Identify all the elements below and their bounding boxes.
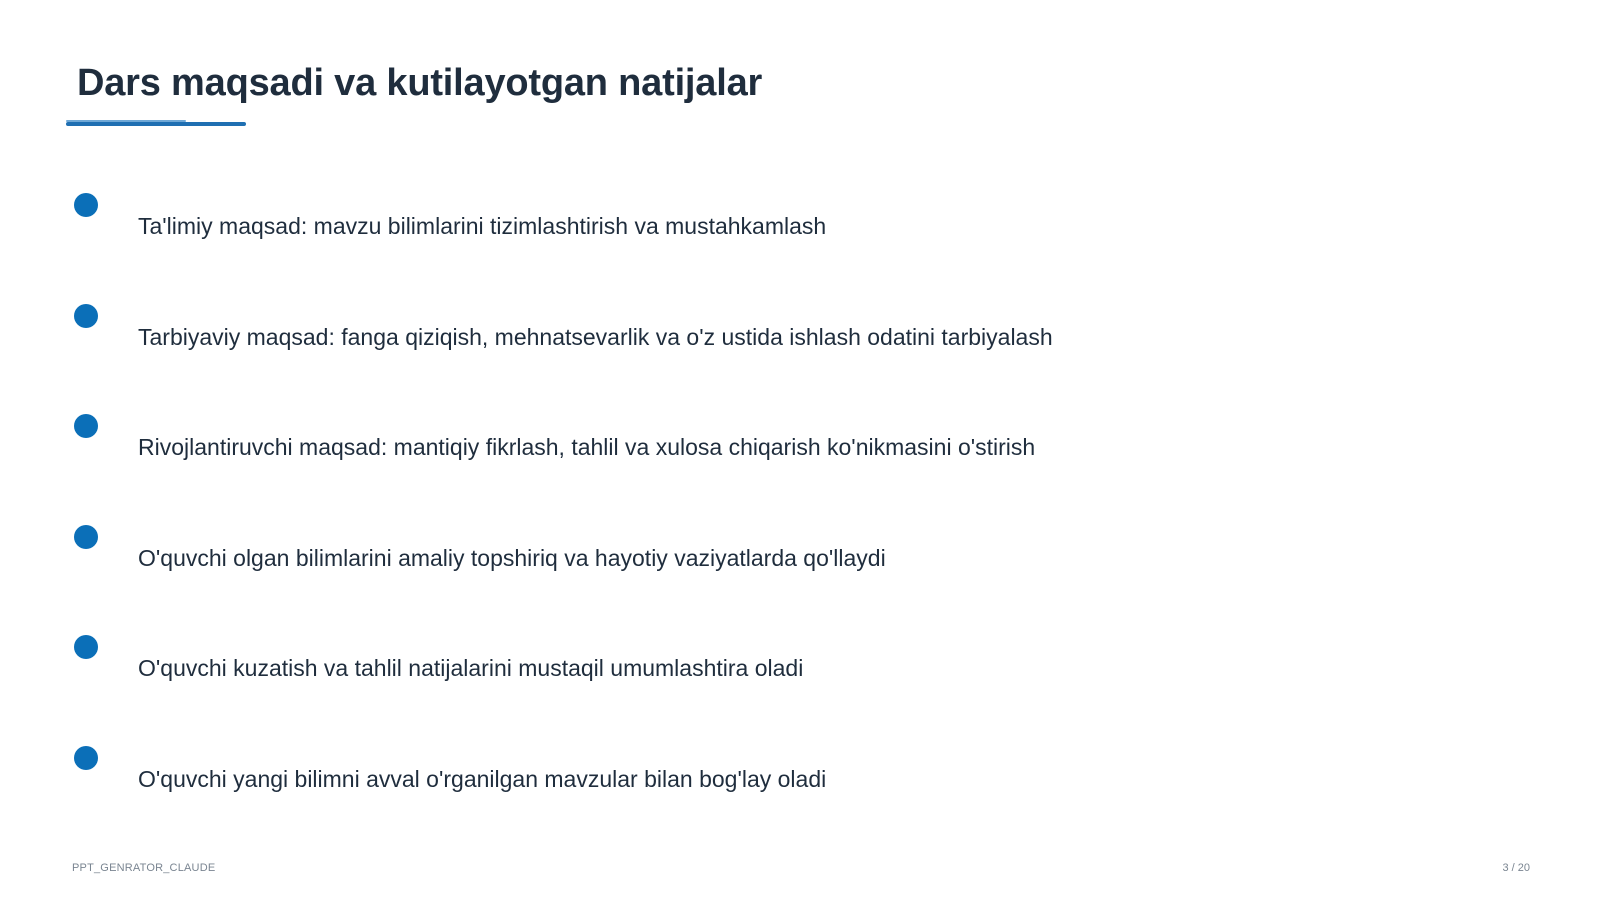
bullet-text: Ta'limiy maqsad: mavzu bilimlarini tizimlashtirish va mustahkamlash — [138, 213, 827, 239]
bullet-text: Tarbiyaviy maqsad: fanga qiziqish, mehnatsevarlik va o'z ustida ishlash odatini tarbiyalash — [138, 324, 1053, 350]
bullet-dot-icon — [74, 746, 98, 770]
slide-title: Dars maqsadi va kutilayotgan natijalar — [77, 62, 763, 104]
bullet-item — [0, 746, 1600, 806]
footer-source-label: PPT_GENRATOR_CLAUDE — [72, 862, 216, 874]
bullet-item — [0, 304, 1600, 364]
bullet-item — [0, 525, 1600, 585]
bullet-text: O'quvchi yangi bilimni avval o'rganilgan mavzular bilan bog'lay oladi — [138, 766, 827, 792]
bullet-item — [0, 414, 1600, 474]
bullet-item — [0, 193, 1600, 253]
bullet-dot-icon — [74, 525, 98, 549]
bullet-dot-icon — [74, 414, 98, 438]
bullet-dot-icon — [74, 635, 98, 659]
bullet-item — [0, 635, 1600, 695]
bullet-text: O'quvchi olgan bilimlarini amaliy topshiriq va hayotiy vaziyatlarda qo'llaydi — [138, 545, 886, 571]
bullet-dot-icon — [74, 193, 98, 217]
page-number: 3 / 20 — [1502, 862, 1530, 874]
bullet-dot-icon — [74, 304, 98, 328]
bullet-text: Rivojlantiruvchi maqsad: mantiqiy fikrlash, tahlil va xulosa chiqarish ko'nikmasini o'stirish — [138, 434, 1036, 460]
bullet-text: O'quvchi kuzatish va tahlil natijalarini mustaqil umumlashtira oladi — [138, 655, 804, 681]
